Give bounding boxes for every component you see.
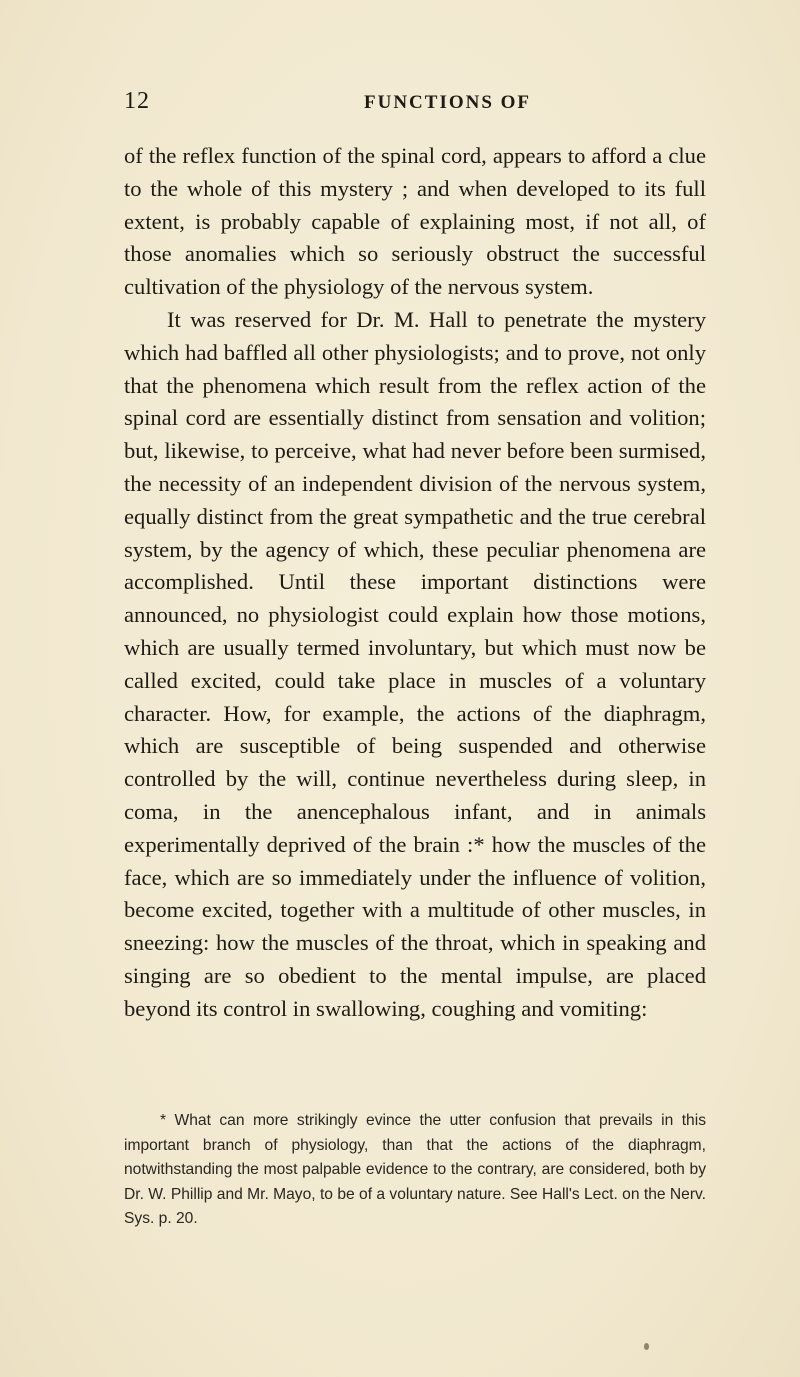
paragraph-continuation: of the reflex function of the spinal cord, appears to afford a clue to the whole of this mystery ; and when developed to its full extent, is probably capable of explaining most, if not all, of those anomalies which so seriously obstruct the successful cultivation of the physiology of the nervous system. [124, 143, 706, 300]
running-head: FUNCTIONS OF [364, 92, 532, 113]
ink-spot [644, 1343, 649, 1350]
footnote [124, 1109, 706, 1232]
footnote-text: * What can more strikingly evince the utter confusion that prevails in this important branch of physiology, than that the actions of the diaphragm, notwithstanding the most palpable evidence to the contrary, are considered, both by Dr. W. Phillip and Mr. Mayo, to be of a voluntary nature. See Hall's Lect. on the Nerv. Sys. p. 20. [124, 1112, 706, 1228]
page-header [124, 88, 724, 128]
paragraph-main: It was reserved for Dr. M. Hall to penetrate the mystery which had baffled all other physiologists; and to prove, not only that the phenomena which result from the reflex action of the spinal cord are essentially distinct from sensation and volition; but, likewise, to perceive, what had never before been surmised, the necessity of an independent division of the nervous system, equally distinct from the great sympathetic and the true cerebral system, by the agency of which, these peculiar phenomena are accomplished. Until these important distinctions were announced, no physiologist could explain how those motions, which are usually termed involuntary, but which must now be called excited, could take place in muscles of a voluntary character. How, for example, the actions of the diaphragm, which are susceptible of being suspended and otherwise controlled by the will, continue nevertheless during sleep, in coma, in the anencephalous infant, and in animals experimentally deprived of the brain :* how the muscles of the face, which are so immediately under the influence of volition, become excited, together with a multitude of other muscles, in sneezing: how the muscles of the throat, which in speaking and singing are so obedient to the mental impulse, are placed beyond its control in swallowing, coughing and vomiting: [124, 306, 706, 1021]
page-number: 12 [124, 88, 150, 114]
body-text [124, 140, 706, 1026]
